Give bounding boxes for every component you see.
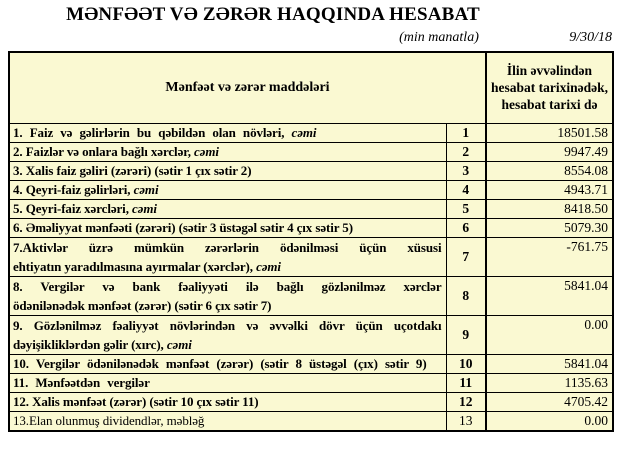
row-value: 1135.63 [486, 373, 613, 392]
header-items-column: Mənfəət və zərər maddələri [9, 52, 486, 123]
row-label-suffix: cəmi [133, 181, 159, 197]
row-label-line2: ödənilənədək mənfəət (zərər) (sətir 6 çıx sətir 7) [13, 297, 272, 313]
profit-loss-table [8, 51, 614, 432]
table-row [9, 392, 613, 411]
row-value: 4705.42 [486, 392, 613, 411]
row-value: 9947.49 [486, 142, 613, 161]
row-value: 0.00 [486, 315, 613, 354]
row-label-suffix: cəmi [256, 258, 281, 274]
table-header-row [9, 52, 613, 123]
row-label-line1: 8. Vergilər və bank fəaliyyəti ilə bağlı gözlənilməz xərclər [13, 278, 442, 294]
table-row [9, 218, 613, 237]
row-value: -761.75 [486, 237, 613, 276]
row-label [9, 411, 446, 431]
row-value: 8418.50 [486, 199, 613, 218]
row-value: 4943.71 [486, 180, 613, 199]
row-label [9, 315, 446, 354]
row-label [9, 180, 446, 199]
row-number: 12 [446, 392, 486, 411]
row-label-text: 13.Elan olunmuş dividendlər, məbləğ [13, 412, 205, 428]
row-number: 9 [446, 315, 486, 354]
row-label-text: 4. Qeyri-faiz gəlirləri, [13, 181, 134, 197]
table-row [9, 411, 613, 431]
row-label-line1: 7.Aktivlər üzrə mümkün zərərlərin ödənilməsi üçün xüsusi [13, 239, 442, 255]
row-label [9, 142, 446, 161]
row-number: 7 [446, 237, 486, 276]
row-label [9, 392, 446, 411]
row-label-text: 10. Vergilər ödənilənədək mənfəət (zərər) (sətir 8 üstəgəl (çıx) sətir 9) [13, 355, 427, 371]
row-label-text: 2. Faizlər və onlara bağlı xərclər, [13, 143, 195, 159]
row-label [9, 237, 446, 276]
row-label-suffix: cəmi [194, 143, 219, 159]
row-number: 5 [446, 199, 486, 218]
report-title: MƏNFƏƏT VƏ ZƏRƏR HAQQINDA HESABAT [66, 4, 480, 25]
row-value: 8554.08 [486, 161, 613, 180]
row-label-text: 5. Qeyri-faiz xərcləri, [13, 200, 132, 216]
row-label-line2: dəyişikliklərdən gəlir (xırc), [13, 336, 167, 352]
row-label [9, 354, 446, 373]
row-number: 2 [446, 142, 486, 161]
row-label [9, 373, 446, 392]
row-number: 6 [446, 218, 486, 237]
row-label-suffix: cəmi [166, 336, 192, 352]
header-value-column: İlin əvvəlindən hesabat tarixinədək, hesabat tarixi də [486, 52, 613, 123]
table-row [9, 354, 613, 373]
row-label-text: 11. Mənfəətdən vergilər [13, 374, 150, 390]
row-label [9, 123, 446, 142]
table-row [9, 276, 613, 315]
table-row [9, 180, 613, 199]
row-value: 18501.58 [486, 123, 613, 142]
row-label-suffix: cəmi [132, 200, 157, 216]
table-row [9, 123, 613, 142]
row-label-text: 12. Xalis mənfəət (zərər) (sətir 10 çıx sətir 11) [13, 393, 259, 409]
row-number: 1 [446, 123, 486, 142]
row-value: 5841.04 [486, 354, 613, 373]
table-row [9, 161, 613, 180]
table-row [9, 315, 613, 354]
table-row [9, 373, 613, 392]
row-label [9, 161, 446, 180]
row-value: 0.00 [486, 411, 613, 431]
row-value: 5079.30 [486, 218, 613, 237]
table-row [9, 142, 613, 161]
row-number: 11 [446, 373, 486, 392]
row-value: 5841.04 [486, 276, 613, 315]
row-number: 8 [446, 276, 486, 315]
row-number: 13 [446, 411, 486, 431]
row-number: 3 [446, 161, 486, 180]
row-label-suffix: cəmi [291, 124, 317, 140]
table-row [9, 199, 613, 218]
report-date: 9/30/18 [569, 30, 612, 45]
row-number: 4 [446, 180, 486, 199]
row-label-text: 3. Xalis faiz gəliri (zərəri) (sətir 1 çıx sətir 2) [13, 162, 252, 178]
row-label-line1: 9. Gözlənilməz fəaliyyət növlərindən və əvvəlki dövr üçün uçotdakı [13, 317, 442, 333]
row-label [9, 218, 446, 237]
row-label-line2: ehtiyatın yaradılmasına ayırmalar (xərclər), [13, 258, 257, 274]
row-label [9, 276, 446, 315]
row-label [9, 199, 446, 218]
row-label-text: 1. Faiz və gəlirlərin bu qəbildən olan növləri, [13, 124, 292, 140]
units-note: (min manatla) [399, 30, 479, 45]
table-row [9, 237, 613, 276]
row-label-text: 6. Əməliyyat mənfəəti (zərəri) (sətir 3 üstəgəl sətir 4 çıx sətir 5) [13, 219, 353, 235]
row-number: 10 [446, 354, 486, 373]
